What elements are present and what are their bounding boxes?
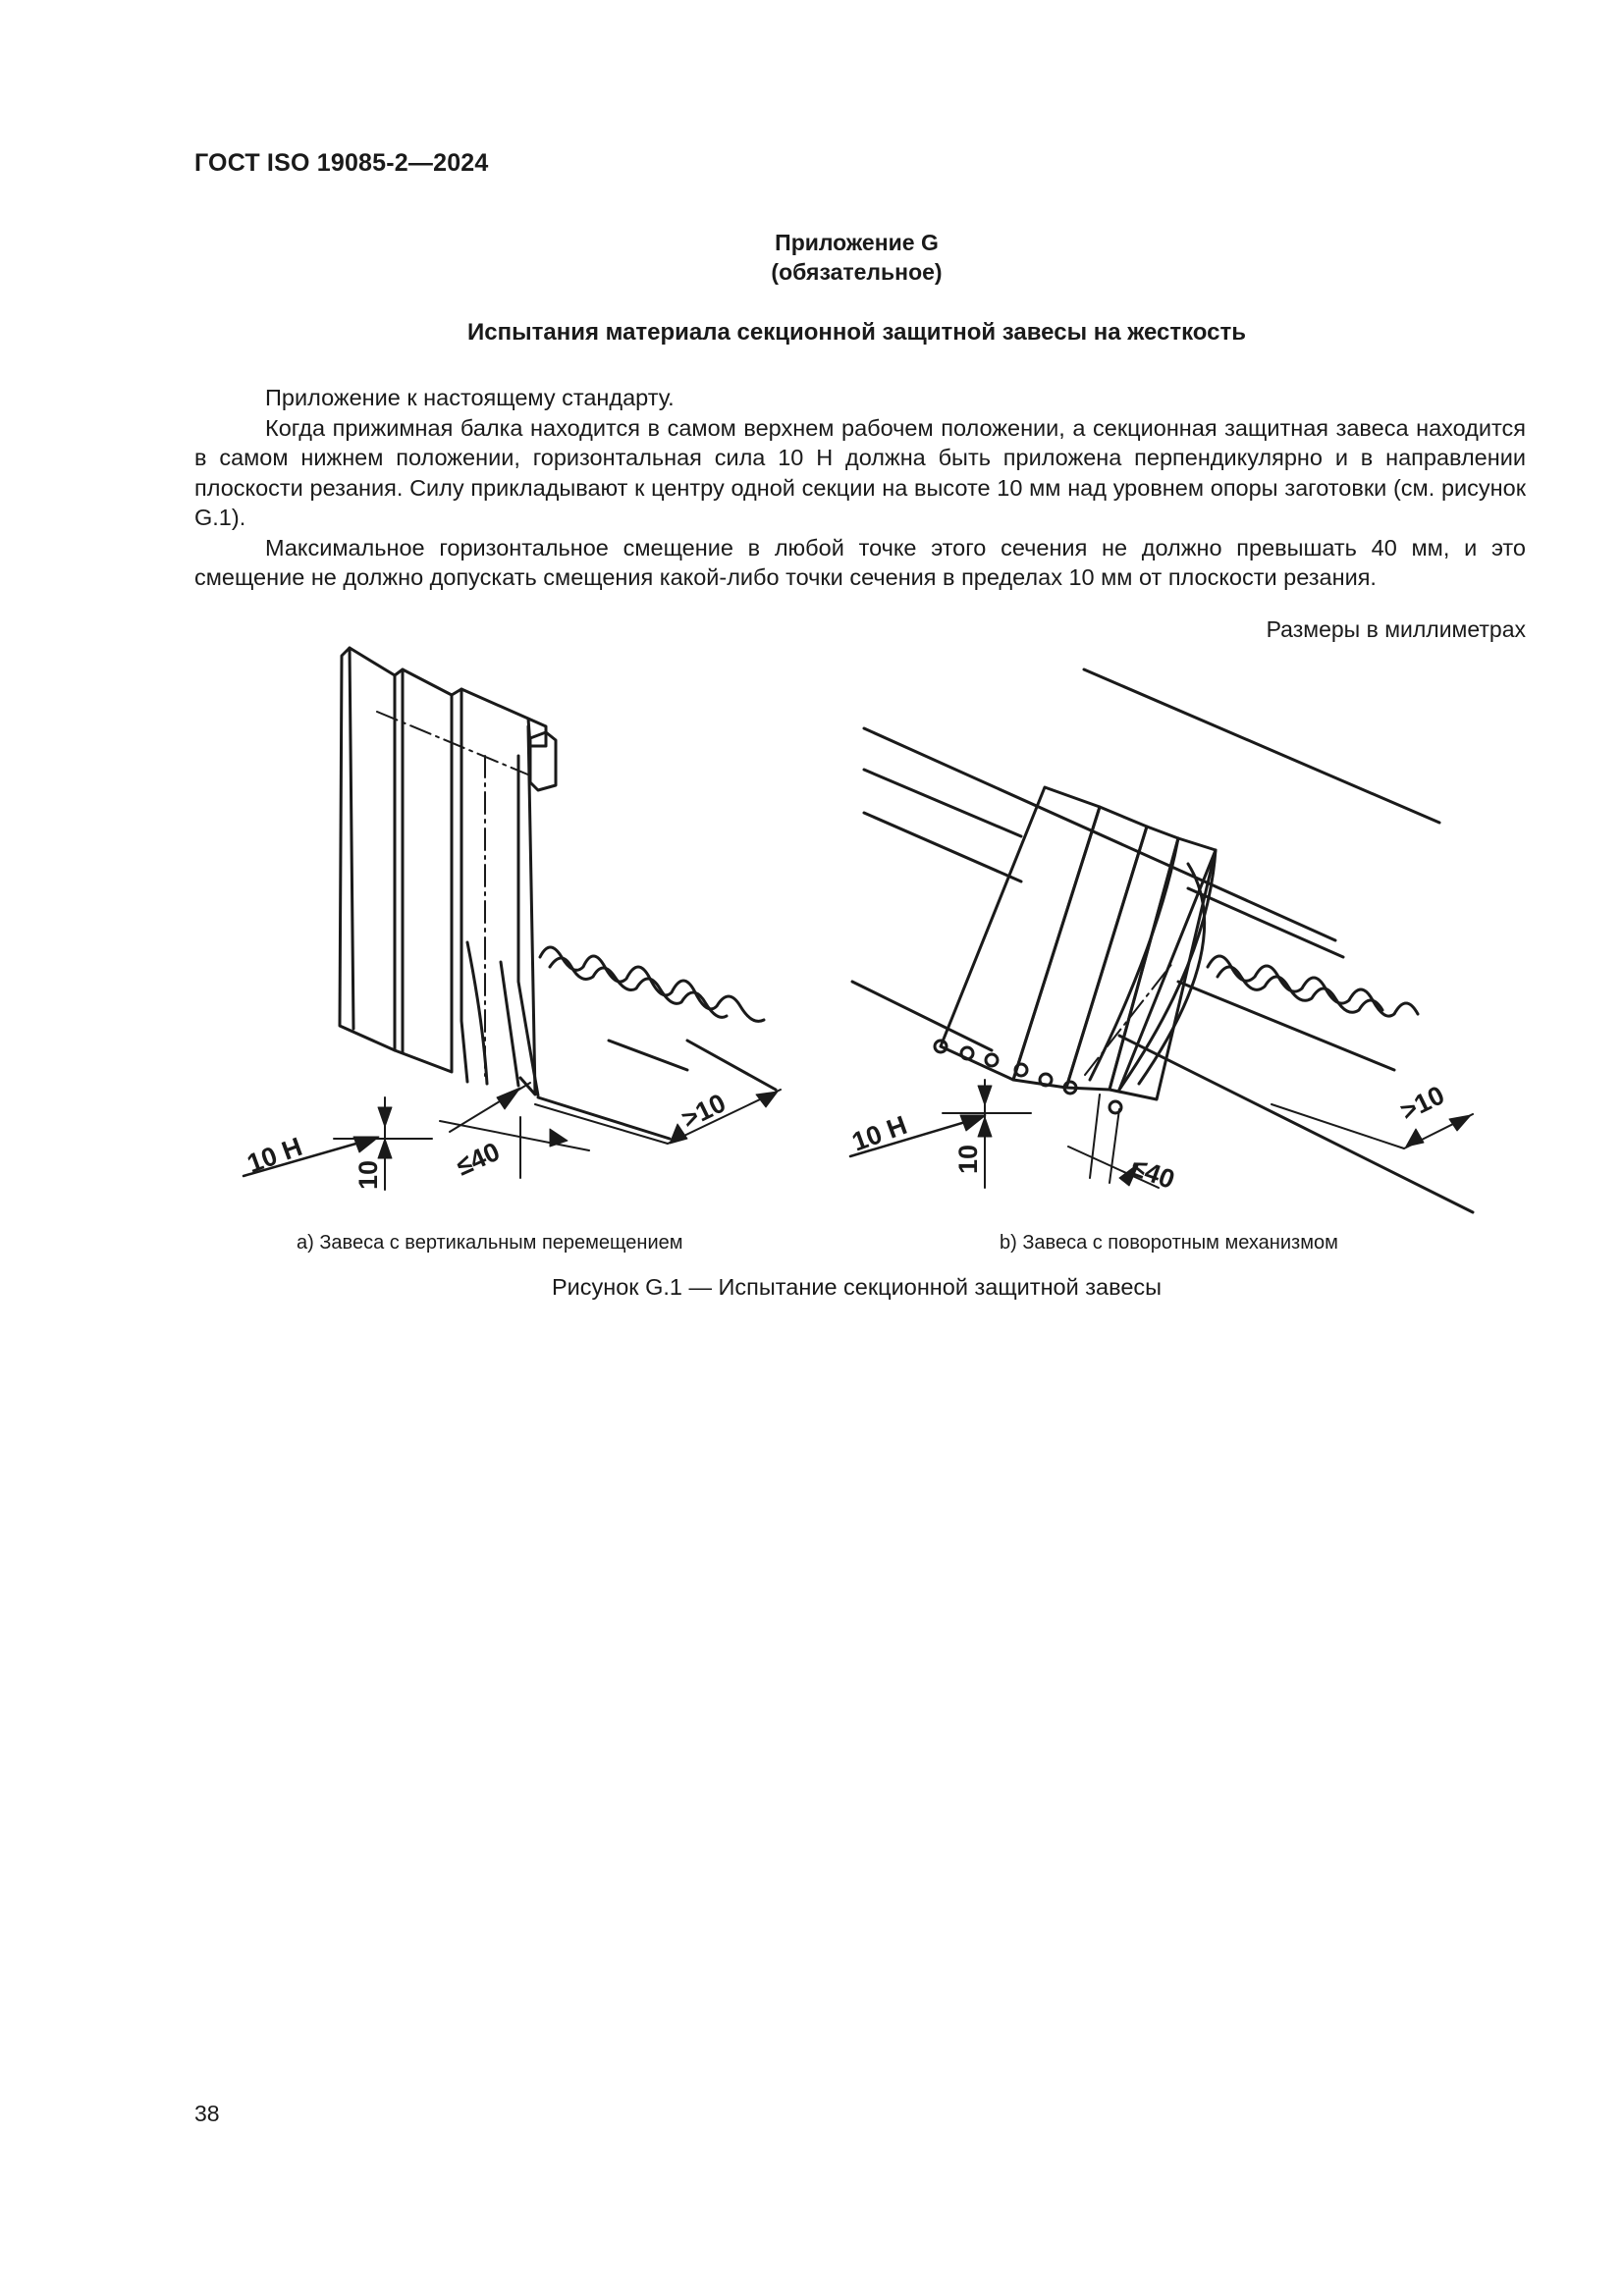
document-header: ГОСТ ISO 19085-2—2024 — [194, 149, 489, 177]
annex-heading — [0, 228, 1624, 287]
annex-label: Приложение G — [775, 230, 939, 255]
hook — [530, 732, 556, 790]
dim-a-max-disp: ≤40 — [452, 1136, 505, 1182]
dim-b-max-disp: ≤40 — [1126, 1151, 1179, 1195]
page-number: 38 — [194, 2101, 220, 2126]
dim-a-min-dist: >10 — [677, 1088, 731, 1135]
paragraph: Когда прижимная балка находится в самом верхнем рабочем положении, а секционная защитная завеса находится в самом нижнем положении, горизонтальная сила 10 Н должна быть приложена перпендикулярно и в направлении плоскости резания. Силу прикладывают к центру одной секции на высоте 10 мм над уровнем опоры заготовки (см. рисунок G.1). — [194, 414, 1526, 530]
annex-title: Испытания материала секционной защитной завесы на жесткость — [467, 319, 1246, 346]
body-text — [194, 383, 1526, 593]
figure-title: Рисунок G.1 — Испытание секционной защитной завесы — [551, 1274, 1163, 1300]
dim-b-height: 10 — [953, 1144, 983, 1174]
paragraph: Максимальное горизонтальное смещение в любой точке этого сечения не должно превышать 40 мм, и это смещение не должно допускать смещения какой-либо точки сечения в пределах 10 мм от плоскости резания. — [194, 534, 1526, 590]
paragraph: Приложение к настоящему стандарту. — [265, 385, 675, 410]
figure-caption-b: b) Завеса с поворотным механизмом — [1000, 1232, 1338, 1254]
dim-a-height: 10 — [353, 1159, 383, 1190]
annex-type: (обязательное) — [771, 259, 943, 285]
dim-b-min-dist: >10 — [1395, 1080, 1449, 1127]
figure-b-drawing — [847, 669, 1473, 1212]
figure-caption-a: a) Завеса с вертикальным перемещением — [297, 1232, 683, 1254]
units-note: Размеры в миллиметрах — [1266, 616, 1526, 642]
figure-g1-drawing — [0, 628, 1624, 1237]
panel-back — [340, 648, 395, 1050]
dim-b-force: 10 H — [847, 1109, 911, 1157]
dim-a-force: 10 H — [243, 1131, 306, 1179]
